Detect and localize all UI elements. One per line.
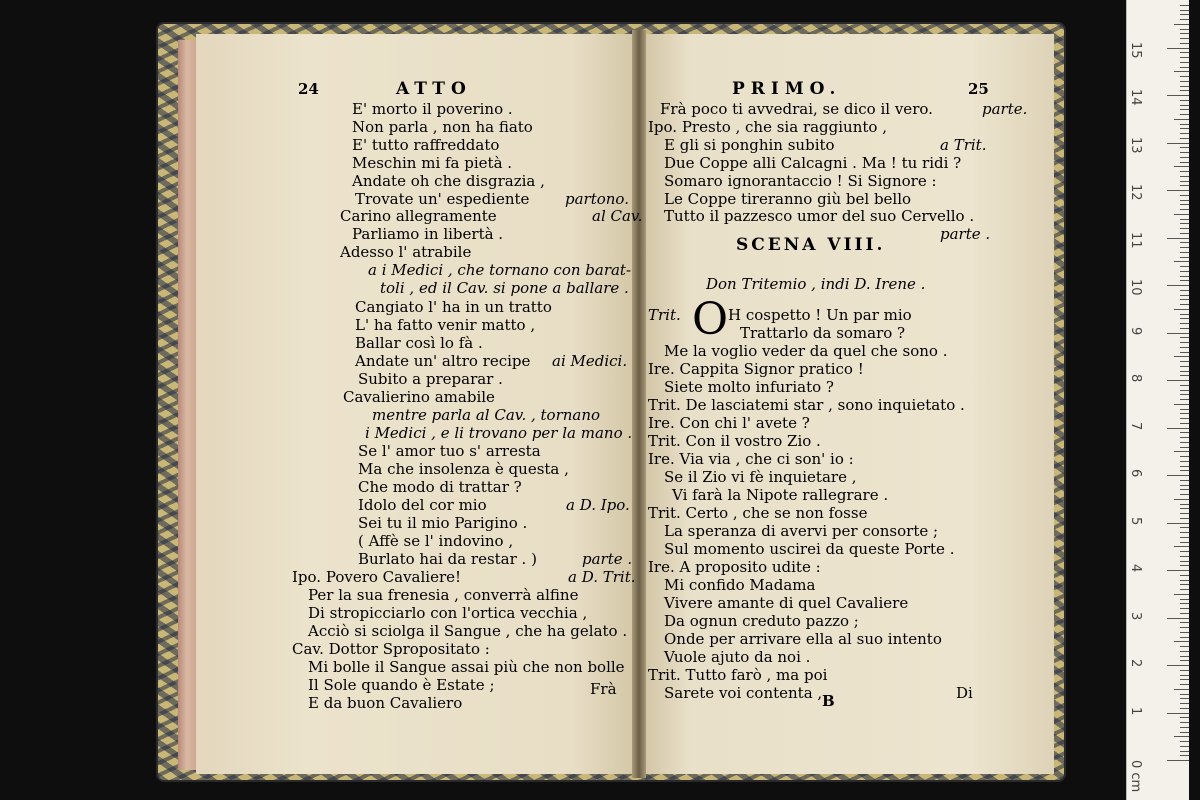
text-line: Somaro ignorantaccio ! Si Signore : (664, 172, 937, 190)
stage-direction: a D. Ipo. (566, 496, 630, 514)
ruler-tick (1174, 689, 1189, 690)
stage-direction: toli , ed il Cav. si pone a ballare . (380, 279, 629, 297)
ruler-tick (1180, 670, 1189, 671)
text-line: Mi bolle il Sangue assai più che non bolle (308, 658, 625, 676)
ruler-tick (1167, 238, 1189, 239)
ruler-number: 4 (1128, 564, 1143, 573)
ruler-tick (1180, 599, 1189, 600)
ruler-tick (1174, 499, 1189, 500)
ruler-tick (1167, 570, 1189, 571)
ruler-tick (1167, 143, 1189, 144)
ruler-tick (1180, 266, 1189, 267)
ruler-tick (1180, 181, 1189, 182)
text-line: E' morto il poverino . (352, 100, 513, 118)
ruler-tick (1167, 380, 1189, 381)
ruler-tick (1174, 546, 1189, 547)
ruler-tick (1180, 114, 1189, 115)
ruler-tick (1180, 580, 1189, 581)
ruler-tick (1180, 390, 1189, 391)
ruler-tick (1180, 162, 1189, 163)
text-line: Per la sua frenesia , converrà alfine (308, 586, 579, 604)
text-line: Cavalierino amabile (343, 388, 495, 406)
stage-direction: ai Medici. (552, 352, 628, 370)
ruler-tick (1174, 736, 1189, 737)
ruler-tick (1174, 594, 1189, 595)
ruler-tick (1180, 271, 1189, 272)
ruler-tick (1180, 361, 1189, 362)
stage-direction: a i Medici , che tornano con barat- (368, 261, 632, 279)
text-line: Onde per arrivare ella al suo intento (664, 630, 942, 648)
ruler-tick (1174, 24, 1189, 25)
ruler-tick (1180, 741, 1189, 742)
ruler-tick (1180, 57, 1189, 58)
measuring-ruler (1126, 0, 1189, 800)
ruler-tick (1180, 228, 1189, 229)
text-line: Trit. Certo , che se non fosse (648, 504, 868, 522)
ruler-tick (1180, 527, 1189, 528)
stage-direction: a D. Trit. (568, 568, 636, 586)
ruler-tick (1180, 632, 1189, 633)
ruler-tick (1180, 727, 1189, 728)
stage-direction: a Trit. (940, 136, 987, 154)
ruler-tick (1180, 437, 1189, 438)
right-page-number: 25 (968, 80, 989, 98)
ruler-tick (1180, 746, 1189, 747)
ruler-tick (1180, 660, 1189, 661)
ruler-tick (1180, 461, 1189, 462)
text-line: Vivere amante di quel Cavaliere (664, 594, 909, 612)
ruler-tick (1180, 86, 1189, 87)
ruler-tick (1180, 138, 1189, 139)
right-catchword: Di (956, 684, 973, 702)
ruler-tick (1180, 646, 1189, 647)
ruler-tick (1180, 565, 1189, 566)
stage-direction: mentre parla al Cav. , tornano (372, 406, 601, 424)
text-line: Non parla , non ha fiato (352, 118, 533, 136)
ruler-tick (1167, 428, 1189, 429)
ruler-tick (1180, 10, 1189, 11)
text-line: Il Sole quando è Estate ; (308, 676, 495, 694)
ruler-number: 1 (1128, 706, 1143, 715)
ruler-tick (1174, 261, 1189, 262)
ruler-tick (1180, 128, 1189, 129)
stage-direction: parte . (582, 550, 633, 568)
text-line: Sarete voi contenta , (664, 684, 823, 702)
ruler-tick (1180, 318, 1189, 319)
ruler-tick (1180, 679, 1189, 680)
ruler-tick (1180, 109, 1189, 110)
text-line: Le Coppe tireranno giù bel bello (664, 190, 912, 208)
ruler-tick (1180, 352, 1189, 353)
left-running-head: ATTO (396, 79, 472, 99)
ruler-tick (1180, 323, 1189, 324)
text-line: Se il Zio vi fè inquietare , (664, 468, 857, 486)
ruler-number: 6 (1128, 469, 1143, 478)
ruler-tick (1180, 717, 1189, 718)
text-line: Frà poco ti avvedrai, se dico il vero. (660, 100, 933, 118)
text-line: Burlato hai da restar . ) (358, 550, 537, 568)
ruler-tick (1180, 698, 1189, 699)
text-line: Due Coppe alli Calcagni . Ma ! tu ridi ? (664, 154, 962, 172)
text-line: Cangiato l' ha in un tratto (355, 298, 552, 316)
ruler-tick (1180, 43, 1189, 44)
ruler-tick (1180, 67, 1189, 68)
text-line: E gli si ponghin subito (664, 136, 835, 154)
ruler-tick (1167, 95, 1189, 96)
text-line: Acciò si sciolga il Sangue , che ha gelato . (308, 622, 628, 640)
text-line: Ire. Via via , che ci son' io : (648, 450, 854, 468)
ruler-number: 2 (1128, 659, 1143, 668)
ruler-tick (1180, 703, 1189, 704)
ruler-tick (1180, 470, 1189, 471)
ruler-tick (1180, 494, 1189, 495)
ruler-tick (1180, 489, 1189, 490)
ruler-tick (1180, 409, 1189, 410)
ruler-tick (1180, 399, 1189, 400)
ruler-tick (1174, 404, 1189, 405)
ruler-tick (1180, 613, 1189, 614)
ruler-tick (1180, 456, 1189, 457)
stage-direction: parte. (982, 100, 1028, 118)
left-catchword: Frà (590, 680, 617, 698)
ruler-tick (1180, 295, 1189, 296)
ruler-tick (1180, 432, 1189, 433)
ruler-tick (1180, 5, 1189, 6)
text-line: Ire. A proposito udite : (648, 558, 821, 576)
ruler-tick (1180, 675, 1189, 676)
ruler-number: 3 (1128, 611, 1143, 620)
ruler-tick (1180, 133, 1189, 134)
text-line: Carino allegramente (340, 207, 497, 225)
text-line: Ipo. Presto , che sia raggiunto , (648, 118, 887, 136)
ruler-tick (1180, 157, 1189, 158)
ruler-tick (1167, 190, 1189, 191)
ruler-number: 9 (1128, 326, 1143, 335)
ruler-tick (1180, 755, 1189, 756)
ruler-tick (1174, 214, 1189, 215)
ruler-tick (1180, 219, 1189, 220)
ruler-number: 8 (1128, 374, 1143, 383)
signature-mark: B (822, 692, 835, 710)
ruler-tick (1180, 375, 1189, 376)
ruler-tick (1180, 233, 1189, 234)
ruler-tick (1180, 176, 1189, 177)
ruler-tick (1180, 413, 1189, 414)
ruler-tick (1180, 280, 1189, 281)
left-page-number: 24 (298, 80, 319, 98)
ruler-tick (1180, 518, 1189, 519)
text-line: Da ognun creduto pazzo ; (664, 612, 859, 630)
text-line: Se l' amor tuo s' arresta (358, 442, 541, 460)
ruler-tick (1180, 328, 1189, 329)
ruler-tick (1180, 105, 1189, 106)
ruler-tick (1180, 19, 1189, 20)
text-line: Sul momento uscirei da queste Porte . (664, 540, 955, 558)
text-line: Trovate un' espediente (355, 190, 530, 208)
ruler-tick (1180, 337, 1189, 338)
ruler-tick (1180, 100, 1189, 101)
ruler-tick (1180, 656, 1189, 657)
stage-direction: parte . (940, 225, 991, 243)
ruler-tick (1167, 618, 1189, 619)
ruler-tick (1180, 209, 1189, 210)
ruler-tick (1180, 589, 1189, 590)
text-line: Trit. Tutto farò , ma poi (648, 666, 828, 684)
ruler-number: 13 (1128, 136, 1143, 154)
ruler-tick (1180, 651, 1189, 652)
ruler-tick (1180, 556, 1189, 557)
text-line: Vi farà la Nipote rallegrare . (672, 486, 889, 504)
ruler-tick (1180, 314, 1189, 315)
ruler-number: 11 (1128, 231, 1143, 249)
text-line: ( Affè se l' indovino , (358, 532, 514, 550)
ruler-tick (1180, 584, 1189, 585)
text-line: Mi confido Madama (664, 576, 816, 594)
ruler-tick (1180, 290, 1189, 291)
ruler-tick (1174, 166, 1189, 167)
text-line: E da buon Cavaliero (308, 694, 463, 712)
text-line: Subito a preparar . (358, 370, 503, 388)
text-line: Di stropicciarlo con l'ortica vecchia , (308, 604, 588, 622)
stage-direction: Don Tritemio , indi D. Irene . (706, 275, 926, 293)
ruler-tick (1180, 627, 1189, 628)
ruler-tick (1180, 485, 1189, 486)
ruler-tick (1167, 713, 1189, 714)
ruler-tick (1180, 418, 1189, 419)
ruler-tick (1180, 204, 1189, 205)
text-line: Sei tu il mio Parigino . (358, 514, 528, 532)
ruler-tick (1180, 276, 1189, 277)
scene-title: SCENA VIII. (736, 235, 886, 255)
ruler-tick (1180, 76, 1189, 77)
stage-direction: al Cav. (592, 207, 643, 225)
ruler-tick (1167, 523, 1189, 524)
text-line: E' tutto raffreddato (352, 136, 500, 154)
book-gutter (632, 30, 646, 778)
ruler-tick (1180, 14, 1189, 15)
ruler-tick (1180, 185, 1189, 186)
ruler-tick (1174, 71, 1189, 72)
text-line: Me la voglio veder da quel che sono . (664, 342, 948, 360)
ruler-tick (1180, 694, 1189, 695)
ruler-tick (1180, 38, 1189, 39)
text-line: Trit. Con il vostro Zio . (648, 432, 821, 450)
text-line: H cospetto ! Un par mio (728, 306, 912, 324)
ruler-tick (1167, 665, 1189, 666)
text-line: L' ha fatto venir matto , (355, 316, 536, 334)
ruler-tick (1180, 708, 1189, 709)
text-line: Trattarlo da somaro ? (740, 324, 906, 342)
ruler-number: 10 (1128, 279, 1143, 296)
text-line: Meschin mi fa pietà . (352, 154, 513, 172)
ruler-tick (1180, 90, 1189, 91)
text-line: Ire. Cappita Signor pratico ! (648, 360, 864, 378)
ruler-tick (1180, 195, 1189, 196)
ruler-tick (1180, 684, 1189, 685)
ruler-tick (1174, 451, 1189, 452)
text-line: Idolo del cor mio (358, 496, 487, 514)
ruler-tick (1180, 532, 1189, 533)
ruler-tick (1174, 356, 1189, 357)
ruler-tick (1180, 152, 1189, 153)
text-line: Che modo di trattar ? (358, 478, 522, 496)
ruler-tick (1180, 52, 1189, 53)
ruler-tick (1180, 62, 1189, 63)
ruler-tick (1174, 641, 1189, 642)
text-line: Adesso l' atrabile (340, 243, 472, 261)
text-line: Parliamo in libertà . (352, 225, 504, 243)
text-line: Andate oh che disgrazia , (352, 172, 545, 190)
text-line: Ballar così lo fà . (355, 334, 483, 352)
ruler-tick (1180, 447, 1189, 448)
text-line: Ipo. Povero Cavaliere! (292, 568, 462, 586)
ruler-tick (1180, 257, 1189, 258)
ruler-tick (1180, 722, 1189, 723)
ruler-tick (1180, 33, 1189, 34)
text-line: Andate un' altro recipe (355, 352, 531, 370)
stage-direction: Trit. (648, 306, 681, 324)
text-line: Vuole ajuto da noi . (664, 648, 811, 666)
ruler-tick (1180, 551, 1189, 552)
ruler-tick (1180, 542, 1189, 543)
ruler-tick (1180, 394, 1189, 395)
ruler-tick (1180, 124, 1189, 125)
text-line: Trit. De lasciatemi star , sono inquietato . (648, 396, 965, 414)
ruler-tick (1180, 442, 1189, 443)
ruler-tick (1174, 309, 1189, 310)
ruler-tick (1180, 603, 1189, 604)
ruler-tick (1180, 242, 1189, 243)
ruler-tick (1180, 342, 1189, 343)
stage-direction: i Medici , e li trovano per la mano . (365, 424, 633, 442)
ruler-tick (1180, 299, 1189, 300)
text-line: Ire. Con chi l' avete ? (648, 414, 810, 432)
ruler-tick (1180, 366, 1189, 367)
ruler-tick (1174, 119, 1189, 120)
text-line: Siete molto infuriato ? (664, 378, 834, 396)
ruler-tick (1180, 508, 1189, 509)
ruler-tick (1180, 622, 1189, 623)
ruler-tick (1180, 575, 1189, 576)
right-running-head: PRIMO. (732, 79, 842, 99)
ruler-tick (1180, 29, 1189, 30)
ruler-number: 14 (1128, 89, 1143, 106)
ruler-tick (1180, 252, 1189, 253)
ruler-tick (1167, 48, 1189, 49)
ruler-tick (1180, 637, 1189, 638)
drop-cap: O (692, 294, 729, 345)
ruler-tick (1180, 608, 1189, 609)
ruler-number: 7 (1128, 421, 1143, 430)
ruler-tick (1167, 285, 1189, 286)
ruler-number: 5 (1128, 516, 1143, 525)
ruler-tick (1167, 333, 1189, 334)
ruler-tick (1180, 81, 1189, 82)
ruler-tick (1180, 466, 1189, 467)
ruler-tick (1167, 760, 1189, 761)
ruler-number: 12 (1128, 184, 1143, 201)
stage-direction: partono. (565, 190, 629, 208)
ruler-unit-label: 0 cm (1128, 760, 1143, 793)
ruler-tick (1180, 513, 1189, 514)
text-line: Cav. Dottor Spropositato : (292, 640, 490, 658)
ruler-tick (1167, 475, 1189, 476)
ruler-tick (1180, 247, 1189, 248)
ruler-tick (1180, 304, 1189, 305)
text-line: Ma che insolenza è questa , (358, 460, 569, 478)
ruler-tick (1180, 347, 1189, 348)
ruler-tick (1180, 537, 1189, 538)
ruler-tick (1180, 371, 1189, 372)
ruler-tick (1180, 385, 1189, 386)
ruler-tick (1180, 751, 1189, 752)
text-line: Tutto il pazzesco umor del suo Cervello . (664, 207, 975, 225)
ruler-tick (1180, 423, 1189, 424)
ruler-tick (1180, 732, 1189, 733)
ruler-tick (1180, 480, 1189, 481)
ruler-tick (1180, 171, 1189, 172)
ruler-tick (1180, 561, 1189, 562)
ruler-number: 15 (1128, 41, 1143, 59)
ruler-tick (1180, 223, 1189, 224)
ruler-tick (1180, 200, 1189, 201)
text-line: La speranza di avervi per consorte ; (664, 522, 939, 540)
ruler-tick (1180, 147, 1189, 148)
ruler-tick (1180, 504, 1189, 505)
